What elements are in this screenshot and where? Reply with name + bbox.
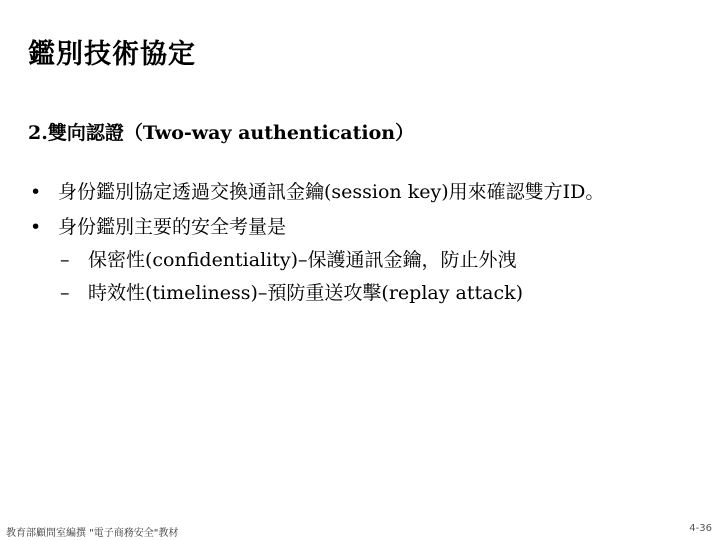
sub-bullet-text: 保密性(confidentiality)–保護通訊金鑰，防止外洩 bbox=[88, 249, 517, 271]
slide-subtitle: 2.雙向認證（Two-way authentication） bbox=[28, 122, 415, 144]
sub-bullet-timeliness bbox=[30, 279, 690, 308]
sub-bullet-text: 時效性(timeliness)–預防重送攻擊(replay attack) bbox=[88, 282, 524, 304]
bullet-text: 身份鑑別主要的安全考量是 bbox=[58, 216, 287, 238]
bullet-icon: • bbox=[30, 216, 42, 238]
bullet-icon: • bbox=[30, 181, 42, 203]
dash-icon: – bbox=[60, 249, 70, 271]
bullet-item-session-key bbox=[30, 178, 690, 207]
bullet-list bbox=[30, 178, 690, 308]
slide-title: 鑑別技術協定 bbox=[28, 39, 196, 70]
page-number: 4-36 bbox=[689, 523, 712, 534]
sub-bullet-confidentiality bbox=[30, 246, 690, 275]
bullet-item-security-considerations bbox=[30, 213, 690, 242]
dash-icon: – bbox=[60, 282, 70, 304]
bullet-text: 身份鑑別協定透過交換通訊金鑰(session key)用來確認雙方ID。 bbox=[58, 181, 605, 203]
footer-source: 教育部顧問室編撰 "電子商務安全"教材 bbox=[6, 528, 179, 539]
